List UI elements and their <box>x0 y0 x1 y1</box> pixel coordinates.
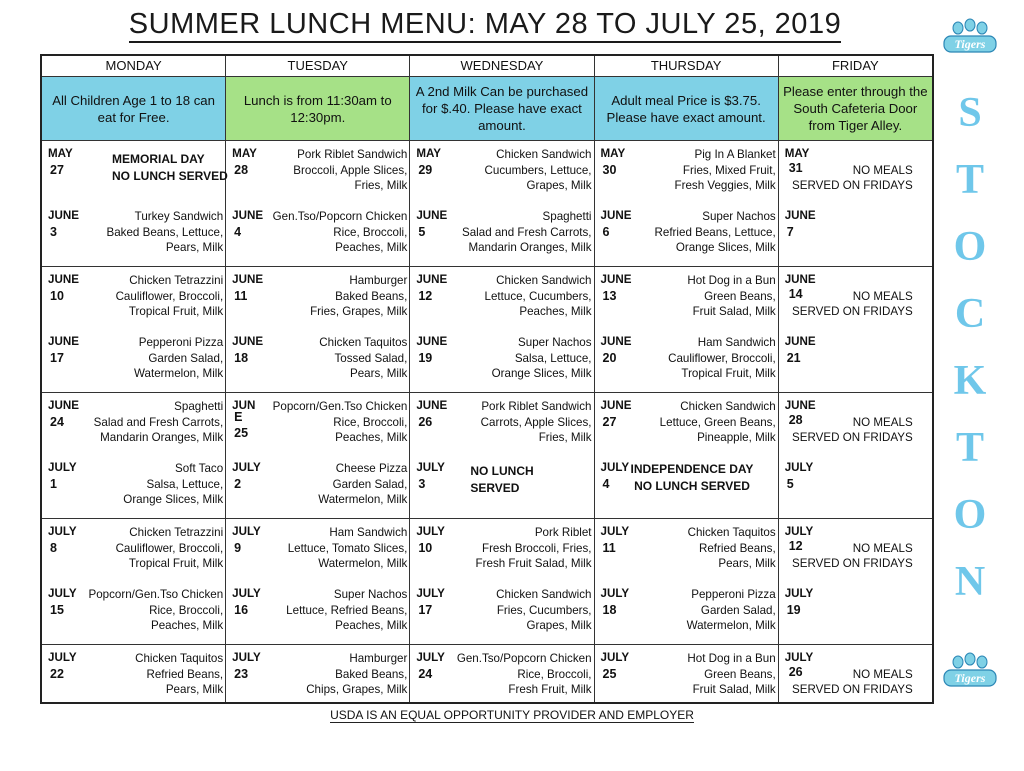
day-number: 21 <box>786 351 801 365</box>
day-number: 28 <box>788 413 803 427</box>
menu-day-cell <box>42 141 228 203</box>
month-label: JUNE <box>416 209 448 222</box>
menu-day-cell <box>779 203 932 265</box>
week-block <box>226 393 409 519</box>
day-column <box>410 56 594 702</box>
month-label: JULY <box>784 461 814 474</box>
day-number: 12 <box>788 539 803 553</box>
month-label: MAY <box>48 147 73 160</box>
month-label: JUNE <box>416 273 448 286</box>
stockton-letter: O <box>953 224 987 270</box>
meal-items: Hot Dog in a Bun Green Beans, Fruit Salad, Milk <box>687 652 776 696</box>
month-label: JULY <box>232 651 261 664</box>
info-note: A 2nd Milk Can be purchased for $.40. Please have exact amount. <box>410 77 593 141</box>
info-note: Please enter through the South Cafeteria Door from Tiger Alley. <box>779 77 932 141</box>
menu-day-cell <box>42 203 225 265</box>
week-block <box>779 267 932 393</box>
week-block <box>410 393 593 519</box>
stockton-letter: S <box>958 90 982 136</box>
stockton-letter: T <box>955 157 984 203</box>
day-header: WEDNESDAY <box>410 56 593 77</box>
menu-day-cell <box>42 455 225 517</box>
meal-items: Popcorn/Gen.Tso Chicken Rice, Broccoli, Peaches, Milk <box>272 400 408 444</box>
menu-day-cell <box>779 581 932 643</box>
menu-day-cell <box>595 519 778 581</box>
day-header: THURSDAY <box>595 56 778 77</box>
day-column <box>42 56 226 702</box>
meal-items: Super Nachos Refried Beans, Lettuce, Orange Slices, Milk <box>654 210 776 254</box>
meal-items: Popcorn/Gen.Tso Chicken Rice, Broccoli, Peaches, Milk <box>88 588 224 632</box>
day-header: FRIDAY <box>779 56 932 77</box>
day-number: 30 <box>602 163 617 177</box>
no-lunch-notice: NO LUNCH SERVED <box>470 464 534 495</box>
menu-day-cell <box>779 645 932 707</box>
day-number: 12 <box>418 289 433 303</box>
menu-day-cell <box>410 141 593 203</box>
menu-day-cell <box>595 329 778 391</box>
day-number: 24 <box>418 667 433 681</box>
day-number: 31 <box>788 161 803 175</box>
menu-day-cell <box>226 141 409 203</box>
menu-day-cell <box>42 329 225 391</box>
stockton-letter: O <box>953 492 987 538</box>
menu-day-cell <box>595 393 778 455</box>
month-label: JULY <box>600 525 630 538</box>
menu-day-cell <box>779 329 932 391</box>
day-number: 22 <box>50 667 64 681</box>
week-block <box>595 267 778 393</box>
stockton-vertical-text <box>945 80 995 616</box>
day-number: 10 <box>418 541 433 555</box>
day-number: 13 <box>602 289 617 303</box>
day-number: 11 <box>234 289 248 303</box>
day-number: 3 <box>50 225 57 239</box>
week-block <box>226 519 409 645</box>
day-number: 27 <box>602 415 617 429</box>
menu-day-cell <box>42 267 225 329</box>
day-number: 9 <box>234 541 242 555</box>
month-label: JUNE <box>600 399 632 412</box>
day-number: 29 <box>418 163 433 177</box>
menu-day-cell <box>779 519 932 581</box>
month-label: MAY <box>600 147 626 160</box>
month-label: JULY <box>600 651 630 664</box>
no-lunch-notice: MEMORIAL DAY NO LUNCH SERVED <box>112 152 228 183</box>
day-number: 4 <box>234 225 242 239</box>
menu-day-cell <box>226 393 409 455</box>
meal-items: Pork Riblet Fresh Broccoli, Fries, Fresh Fruit Salad, Milk <box>475 526 592 570</box>
day-number: 23 <box>234 667 249 681</box>
month-label: JUN <box>232 399 256 412</box>
meal-items: Pig In A Blanket Fries, Mixed Fruit, Fresh Veggies, Milk <box>674 148 776 192</box>
month-label: JULY <box>48 461 77 474</box>
menu-day-cell <box>779 455 932 517</box>
day-number: 3 <box>418 477 426 491</box>
stockton-letter: K <box>953 358 987 404</box>
menu-day-cell <box>226 645 409 707</box>
menu-day-cell <box>595 581 778 643</box>
month-label: JULY <box>600 461 630 474</box>
day-number: 25 <box>602 667 617 681</box>
week-block <box>410 141 593 267</box>
month-label: JULY <box>48 651 77 664</box>
meal-items: Chicken Sandwich Lettuce, Cucumbers, Peaches, Milk <box>484 274 592 318</box>
month-label: JUNE <box>232 209 264 222</box>
month-label: JUNE <box>600 335 632 348</box>
logo-text: Tigers <box>954 671 986 685</box>
day-number: 20 <box>602 351 617 365</box>
day-number: 16 <box>234 603 249 617</box>
no-lunch-notice: INDEPENDENCE DAY NO LUNCH SERVED <box>630 462 754 493</box>
month-label: JULY <box>416 587 445 600</box>
menu-day-cell <box>410 519 593 581</box>
month-label: JUNE <box>784 209 816 222</box>
info-note: Adult meal Price is $3.75. Please have exact amount. <box>595 77 778 141</box>
week-block <box>42 393 225 519</box>
week-block <box>42 141 228 267</box>
day-column <box>779 56 932 702</box>
no-meals-fridays: NO MEALS SERVED ON FRIDAYS <box>792 542 913 570</box>
info-note: Lunch is from 11:30am to 12:30pm. <box>226 77 409 141</box>
week-block <box>226 267 409 393</box>
day-number: 7 <box>786 225 794 239</box>
day-header: TUESDAY <box>226 56 409 77</box>
meal-items: Ham Sandwich Cauliflower, Broccoli, Tropical Fruit, Milk <box>668 336 776 380</box>
menu-day-cell <box>410 203 593 265</box>
stockton-letter: N <box>954 559 986 605</box>
day-number: 17 <box>50 351 64 365</box>
day-number: 26 <box>788 665 803 679</box>
month-label: JULY <box>232 461 261 474</box>
month-label: JULY <box>784 587 814 600</box>
menu-day-cell <box>779 141 932 203</box>
menu-day-cell <box>42 393 225 455</box>
meal-items: Super Nachos Salsa, Lettuce, Orange Slices, Milk <box>491 336 592 380</box>
meal-items: Pork Riblet Sandwich Broccoli, Apple Slices, Fries, Milk <box>293 148 408 192</box>
menu-day-cell <box>410 455 593 517</box>
day-number: 11 <box>602 541 616 555</box>
day-header: MONDAY <box>42 56 225 77</box>
meal-items: Chicken Taquitos Refried Beans, Pears, Milk <box>687 526 776 570</box>
menu-day-cell <box>410 267 593 329</box>
month-label: JULY <box>232 587 261 600</box>
month-label: JULY <box>416 651 445 664</box>
menu-day-cell <box>410 645 593 707</box>
day-number: 1 <box>50 477 57 491</box>
month-label: JUNE <box>416 399 448 412</box>
week-block <box>595 141 778 267</box>
day-number: 4 <box>602 477 610 491</box>
meal-items: Pork Riblet Sandwich Carrots, Apple Slices, Fries, Milk <box>480 400 592 444</box>
meal-items: Hot Dog in a Bun Green Beans, Fruit Salad, Milk <box>687 274 776 318</box>
no-meals-fridays: NO MEALS SERVED ON FRIDAYS <box>792 416 913 444</box>
menu-day-cell <box>595 141 778 203</box>
month-label: JUNE <box>48 335 79 348</box>
month-label: JULY <box>232 525 261 538</box>
day-number: 8 <box>50 541 57 555</box>
no-meals-fridays: NO MEALS SERVED ON FRIDAYS <box>792 290 913 318</box>
week-block <box>226 141 409 267</box>
month-label: JUNE <box>600 273 632 286</box>
month-label: JULY <box>784 651 814 664</box>
menu-day-cell <box>595 645 778 707</box>
day-number: 19 <box>786 603 801 617</box>
month-label: MAY <box>232 147 257 160</box>
meal-items: Super Nachos Lettuce, Refried Beans, Peaches, Milk <box>286 588 408 632</box>
week-block <box>410 519 593 645</box>
day-column <box>226 56 410 702</box>
month-label: JUNE <box>48 399 79 412</box>
week-block <box>779 141 932 267</box>
menu-day-cell <box>226 455 409 517</box>
stockton-letter: T <box>955 425 984 471</box>
meal-items: Soft Taco Salsa, Lettuce, Orange Slices, Milk <box>123 462 224 506</box>
week-block <box>595 519 778 645</box>
menu-day-cell <box>595 455 778 517</box>
month-label: JUNE <box>48 209 79 222</box>
day-number: 26 <box>418 415 433 429</box>
menu-day-cell <box>42 645 225 707</box>
menu-day-cell <box>226 519 409 581</box>
week-block <box>779 393 932 519</box>
no-meals-fridays: NO MEALS SERVED ON FRIDAYS <box>792 164 913 192</box>
meal-items: Hamburger Baked Beans, Chips, Grapes, Milk <box>306 652 408 696</box>
menu-table <box>40 54 934 704</box>
month-label: MAY <box>784 147 810 160</box>
month-label: JULY <box>600 587 630 600</box>
meal-items: Turkey Sandwich Baked Beans, Lettuce, Pears, Milk <box>106 210 224 254</box>
day-number: 15 <box>50 603 64 617</box>
menu-day-cell <box>410 329 593 391</box>
month-label: JULY <box>416 461 445 474</box>
meal-items: Spaghetti Salad and Fresh Carrots, Mandarin Oranges, Milk <box>93 400 224 444</box>
menu-day-cell <box>595 267 778 329</box>
day-number: 19 <box>418 351 433 365</box>
month-label: JUNE <box>784 273 816 286</box>
day-number: 10 <box>50 289 64 303</box>
day-number: 28 <box>234 163 249 177</box>
meal-items: Spaghetti Salad and Fresh Carrots, Mandarin Oranges, Milk <box>461 210 592 254</box>
meal-items: Chicken Taquitos Tossed Salad, Pears, Milk <box>319 336 408 380</box>
day-number: 2 <box>234 477 242 491</box>
week-block <box>42 267 225 393</box>
meal-items: Gen.Tso/Popcorn Chicken Rice, Broccoli, Peaches, Milk <box>272 210 408 254</box>
meal-items: Chicken Tetrazzini Cauliflower, Broccoli, Tropical Fruit, Milk <box>115 274 224 318</box>
month-label: MAY <box>416 147 442 160</box>
meal-items: Chicken Taquitos Refried Beans, Pears, Milk <box>135 652 224 696</box>
month-label: JUNE <box>232 335 264 348</box>
day-column <box>595 56 779 702</box>
month-label: JULY <box>48 525 77 538</box>
meal-items: Gen.Tso/Popcorn Chicken Rice, Broccoli, Fresh Fruit, Milk <box>456 652 592 696</box>
month-label: JUNE <box>600 209 632 222</box>
day-number: 18 <box>602 603 617 617</box>
day-number: 17 <box>418 603 433 617</box>
month-label: JULY <box>784 525 814 538</box>
menu-day-cell <box>779 393 932 455</box>
tiger-paw-logo-bottom <box>940 652 1000 692</box>
meal-items: Cheese Pizza Garden Salad, Watermelon, Milk <box>318 462 408 506</box>
no-meals-fridays: NO MEALS SERVED ON FRIDAYS <box>792 668 913 696</box>
info-note: All Children Age 1 to 18 can eat for Free. <box>42 77 225 141</box>
day-number: 5 <box>786 477 794 491</box>
footer-note: USDA IS AN EQUAL OPPORTUNITY PROVIDER AND EMPLOYER <box>330 708 694 722</box>
menu-day-cell <box>226 581 409 643</box>
menu-day-cell <box>779 267 932 329</box>
month-label: JUNE <box>784 399 816 412</box>
menu-day-cell <box>42 581 225 643</box>
meal-items: Chicken Sandwich Lettuce, Green Beans, Pineapple, Milk <box>659 400 776 444</box>
logo-text: Tigers <box>954 37 986 51</box>
stockton-letter: C <box>954 291 986 337</box>
meal-items: Chicken Sandwich Cucumbers, Lettuce, Grapes, Milk <box>484 148 592 192</box>
menu-day-cell <box>410 393 593 455</box>
day-number: 27 <box>50 163 64 177</box>
tiger-paw-logo <box>940 18 1000 58</box>
meal-items: Chicken Tetrazzini Cauliflower, Broccoli, Tropical Fruit, Milk <box>115 526 224 570</box>
month-label: JUNE <box>416 335 448 348</box>
day-number: 24 <box>50 415 64 429</box>
meal-items: Hamburger Baked Beans, Fries, Grapes, Milk <box>310 274 408 318</box>
month-label: JULY <box>416 525 445 538</box>
week-block <box>410 267 593 393</box>
day-number: 18 <box>234 351 249 365</box>
day-number: 14 <box>788 287 803 301</box>
menu-day-cell <box>42 519 225 581</box>
week-block <box>779 519 932 645</box>
month-label: JUNE <box>232 273 264 286</box>
menu-day-cell <box>595 203 778 265</box>
meal-items: Pepperoni Pizza Garden Salad, Watermelon, Milk <box>686 588 776 632</box>
month-label: JULY <box>48 587 77 600</box>
month-label: JUNE <box>784 335 816 348</box>
day-number: E 25 <box>234 410 249 440</box>
day-number: 6 <box>602 225 610 239</box>
day-number: 5 <box>418 225 426 239</box>
week-block <box>595 393 778 519</box>
meal-items: Pepperoni Pizza Garden Salad, Watermelon, Milk <box>134 336 224 380</box>
menu-day-cell <box>226 329 409 391</box>
menu-day-cell <box>410 581 593 643</box>
week-block <box>42 519 225 645</box>
month-label: JUNE <box>48 273 79 286</box>
meal-items: Ham Sandwich Lettuce, Tomato Slices, Watermelon, Milk <box>287 526 408 570</box>
menu-day-cell <box>226 203 409 265</box>
menu-day-cell <box>226 267 409 329</box>
meal-items: Chicken Sandwich Fries, Cucumbers, Grapes, Milk <box>496 588 592 632</box>
menu-title: SUMMER LUNCH MENU: MAY 28 TO JULY 25, 2019 <box>40 8 930 41</box>
